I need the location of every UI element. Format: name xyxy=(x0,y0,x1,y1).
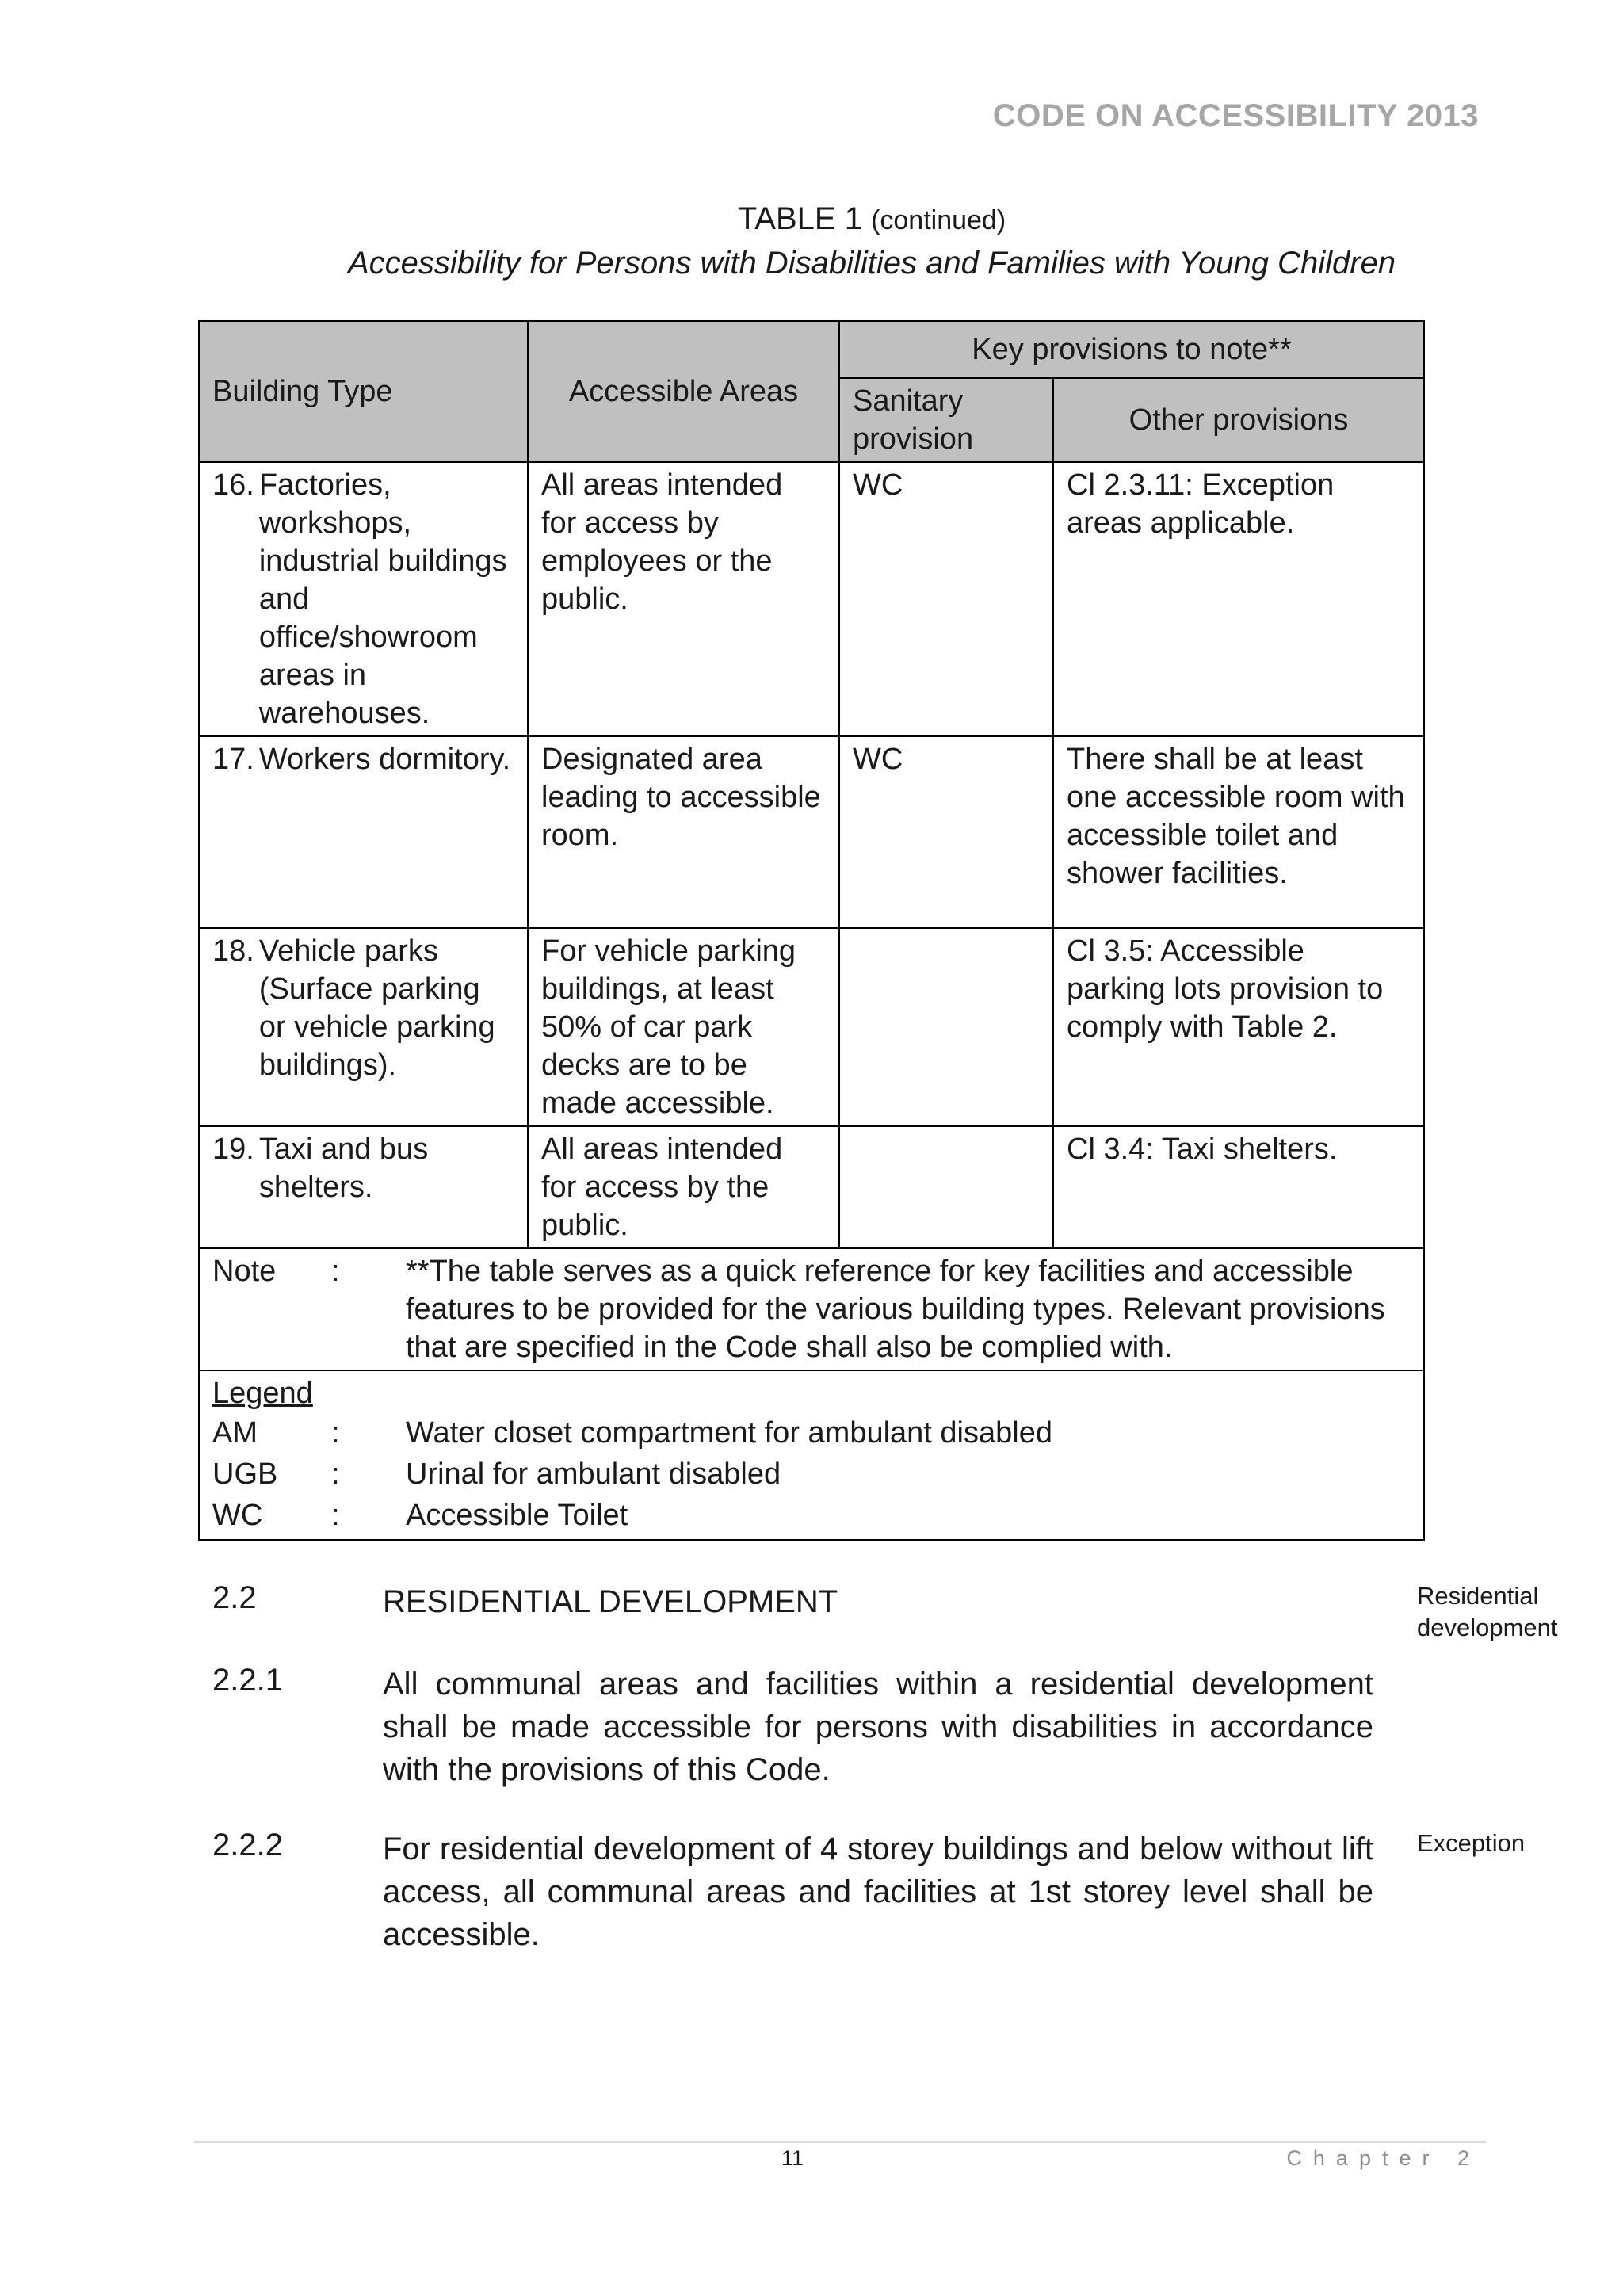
table-caption xyxy=(198,198,1545,285)
cell-other-provisions: There shall be at least one accessible room with accessible toilet and shower facilities. xyxy=(1053,736,1424,928)
accessibility-table xyxy=(198,320,1425,1541)
legend-abbr: AM xyxy=(212,1416,258,1450)
legend-abbr: UGB xyxy=(212,1457,278,1491)
legend-desc: Accessible Toilet xyxy=(406,1499,628,1532)
table-row xyxy=(199,1126,1424,1248)
table-note-row xyxy=(199,1248,1424,1370)
note-label: Note xyxy=(212,1255,277,1288)
table-legend xyxy=(199,1370,1424,1540)
note-separator: : xyxy=(331,1255,340,1288)
legend-separator: : xyxy=(331,1499,340,1532)
header-accessible-areas: Accessible Areas xyxy=(528,321,839,462)
table-label: TABLE 1 xyxy=(737,201,862,236)
table-row xyxy=(199,928,1424,1126)
legend-desc: Urinal for ambulant disabled xyxy=(406,1457,781,1491)
cell-building-type xyxy=(199,1126,528,1248)
section-text: All communal areas and facilities within a residential development shall be made accessible for persons with disabilities in accordance with the provisions of this Code. xyxy=(383,1667,1373,1787)
cell-sanitary xyxy=(839,928,1053,1126)
table-row xyxy=(199,462,1424,736)
table-continued: (continued) xyxy=(871,205,1006,235)
margin-note-residential: Residential development xyxy=(1417,1582,1558,1641)
legend-title: Legend xyxy=(212,1377,313,1410)
cell-other-provisions: Cl 2.3.11: Exception areas applicable. xyxy=(1053,462,1424,736)
legend-desc: Water closet compartment for ambulant disabled xyxy=(406,1416,1052,1450)
table-row xyxy=(199,736,1424,928)
building-type-text: Workers dormitory. xyxy=(258,743,511,776)
legend-separator: : xyxy=(331,1416,340,1450)
cell-accessible-areas: All areas intended for access by the public. xyxy=(528,1126,839,1248)
cell-building-type xyxy=(199,928,528,1126)
table-legend-row xyxy=(199,1370,1424,1540)
cell-accessible-areas: For vehicle parking buildings, at least 50% of car park decks are to be made accessible. xyxy=(528,928,839,1126)
header-sanitary-provision: Sanitary provision xyxy=(839,378,1053,462)
header-building-type: Building Type xyxy=(199,321,528,462)
section-text: For residential development of 4 storey buildings and below without lift access, all communal areas and facilities at 1st storey level shall be accessible. xyxy=(383,1832,1373,1952)
row-number: 17. xyxy=(212,743,254,776)
legend-abbr: WC xyxy=(212,1499,263,1532)
cell-other-provisions: Cl 3.4: Taxi shelters. xyxy=(1053,1126,1424,1248)
margin-note-exception: Exception xyxy=(1417,1829,1526,1857)
row-number: 19. xyxy=(212,1133,254,1166)
header-other-provisions: Other provisions xyxy=(1053,378,1424,462)
note-text: **The table serves as a quick reference for key facilities and accessible features to be provided for the various building types. Relevant provisions that are specified in the Code shall also be complied with. xyxy=(406,1255,1385,1364)
cell-accessible-areas: All areas intended for access by employees or the public. xyxy=(528,462,839,736)
header-key-provisions: Key provisions to note** xyxy=(839,321,1424,378)
building-type-text: Taxi and bus shelters. xyxy=(258,1133,429,1204)
page-number: 11 xyxy=(781,2146,804,2170)
cell-sanitary: WC xyxy=(839,736,1053,928)
section-number: 2.2.2 xyxy=(212,1828,283,1862)
cell-other-provisions: Cl 3.5: Accessible parking lots provision to comply with Table 2. xyxy=(1053,928,1424,1126)
section-number: 2.2.1 xyxy=(212,1663,283,1698)
document-header-title: CODE ON ACCESSIBILITY 2013 xyxy=(992,98,1479,133)
cell-building-type xyxy=(199,736,528,928)
cell-building-type xyxy=(199,462,528,736)
row-number: 18. xyxy=(212,934,254,968)
footer-divider xyxy=(194,2141,1486,2143)
building-type-text: Vehicle parks (Surface parking or vehicle parking buildings). xyxy=(258,934,495,1082)
cell-accessible-areas: Designated area leading to accessible room. xyxy=(528,736,839,928)
chapter-label: Chapter 2 xyxy=(1286,2146,1480,2170)
section-title: RESIDENTIAL DEVELOPMENT xyxy=(383,1584,838,1619)
row-number: 16. xyxy=(212,468,254,502)
legend-list xyxy=(212,1412,1411,1536)
cell-sanitary: WC xyxy=(839,462,1053,736)
legend-separator: : xyxy=(331,1457,340,1491)
table-note xyxy=(199,1248,1424,1370)
cell-sanitary xyxy=(839,1126,1053,1248)
table-subtitle: Accessibility for Persons with Disabilities and Families with Young Children xyxy=(347,246,1396,281)
section-number: 2.2 xyxy=(212,1580,257,1615)
table-label-line xyxy=(198,198,1545,241)
building-type-text: Factories, workshops, industrial buildings and office/showroom areas in warehouses. xyxy=(258,468,507,730)
